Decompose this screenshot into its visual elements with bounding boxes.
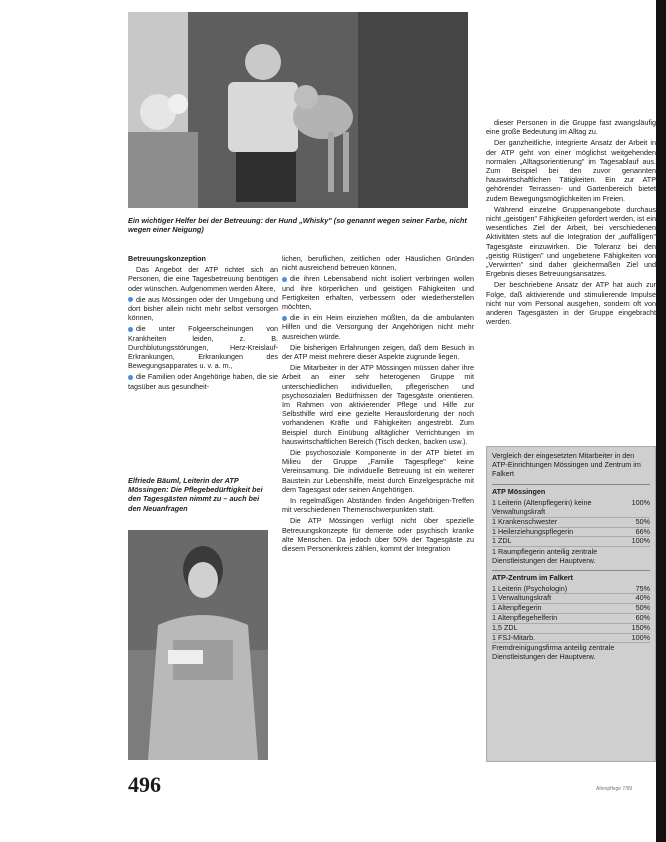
bullet-text: die in ein Heim einziehen müßten, da die ambulanten Hilfen und die Versorgung der Angehörigen nicht mehr ausreichen würde. (282, 313, 474, 341)
bullet-icon (128, 327, 133, 332)
bullet-item (128, 295, 278, 323)
paragraph: In regelmäßigen Abständen finden Angehörigen-Treffen mit verschiedenen Themenschwerpunkten statt. (282, 496, 474, 515)
portrait-illustration (128, 530, 268, 760)
paragraph: Der beschriebene Ansatz der ATP hat auch zur Folge, daß aktivierende und stimulierende Impulse nicht nur vom Personal ausgehen, sondern oft von anderen Tagesgästen in der Gruppe eingebracht werden. (486, 280, 656, 327)
staff-role: 1 ZDL (492, 536, 512, 546)
staff-share: 60% (635, 612, 650, 622)
photo-caption-top: Ein wichtiger Helfer bei der Betreuung: der Hund „Whisky" (so genannt wegen seiner Farbe, nicht wegen einer Neigung) (128, 216, 467, 235)
photo-illustration (128, 12, 468, 208)
staff-role: 1 Leiterin (Psychologin) (492, 583, 568, 593)
staff-role: 1 Verwaltungskraft (492, 593, 552, 603)
paragraph: Die Mitarbeiter in der ATP Mössingen müssen daher ihre Arbeit an einer sehr heterogenen Gruppe mit unterschiedlichen individuellen, pflegerischen und psychosozialen Bedürfnissen der Tagesgäste orientieren. Im Rahmen von aktivierender Pflege und Hilfe zur Selbsthilfe wird eine gezielte Herausforderung der noch vorhandenen Kräfte und Fähigkeiten angestrebt. Zum Beispiel durch Einübung alltäglicher Verrichtungen im hauswirtschaftlichen Bereich (Tisch decken, backen usw.). (282, 363, 474, 446)
bullet-icon (128, 297, 133, 302)
photo-man-with-dog (128, 12, 468, 208)
staff-share: 50% (635, 516, 650, 526)
page-footer: Altenpflege 7/99 (596, 786, 633, 792)
bullet-icon (282, 316, 287, 321)
staff-role: 1,5 ZDL (492, 622, 518, 632)
paragraph: Das Angebot der ATP richtet sich an Personen, die eine Tagesbetreuung benötigen oder wünschen. Aufgenommen werden Ältere, (128, 265, 278, 293)
staff-share: 150% (631, 622, 650, 632)
staff-row (492, 499, 650, 518)
staff-row (492, 634, 650, 644)
bullet-icon (282, 277, 287, 282)
staff-role: 1 Altenpflegehelferin (492, 612, 558, 622)
paragraph: Die ATP Mössingen verfügt nicht über spezielle Betreuungskonzepte für demente oder psychisch kranke alte Menschen. Da jedoch über 50% der Tagesgäste zu diesem Personenkreis zählen, kommt der Integration (282, 516, 474, 554)
staff-role: 1 Altenpflegerin (492, 603, 542, 613)
paragraph: Die bisherigen Erfahrungen zeigen, daß dem Besuch in der ATP meist mehrere dieser Aspekte zugrunde liegen. (282, 342, 474, 362)
bullet-text: die unter Folgeerscheinungen von Krankheiten leiden, z. B. Durchblutungsstörungen, Herz-Kreislauf-Erkrankungen, Erkrankungen des Bewegungsapparates u. v. a. m., (128, 324, 278, 371)
staff-share: 100% (631, 632, 650, 642)
staff-row (492, 528, 650, 538)
staff-role: 1 Krankenschwester (492, 516, 558, 526)
staff-role: 1 Heilerziehungspflegerin (492, 526, 574, 536)
box-intro: Vergleich der eingesetzten Mitarbeiter in den ATP-Einrichtungen Mössingen und Zentrum im Falkert (492, 451, 641, 478)
paragraph: lichen, beruflichen, zeitlichen oder Häuslichen Gründen nicht ausreichend betreuen können, (282, 254, 474, 273)
photo-caption-portrait: Elfriede Bäuml, Leiterin der ATP Mössingen: Die Pflegebedürftigkeit bei den Tagesgästen nimmt zu – auch bei den Neuanfragen (128, 476, 263, 513)
text-column-2 (282, 254, 474, 555)
staff-share: 50% (635, 603, 650, 613)
staff-share: 100% (631, 536, 650, 546)
staff-share: 66% (635, 526, 650, 536)
box-note: 1 Raumpflegerin anteilig zentrale Dienstleistungen der Hauptverw. (492, 547, 598, 565)
box-note: Fremdreinigungsfirma anteilig zentrale Dienstleistungen der Hauptverw. (492, 643, 615, 662)
text-column-1 (128, 254, 278, 393)
section-heading: Betreuungskonzeption (128, 254, 206, 263)
bullet-item (282, 313, 474, 341)
staff-share: 75% (635, 583, 650, 593)
staff-comparison-box (486, 446, 656, 762)
staff-share: 100% (631, 498, 650, 508)
paragraph: dieser Personen in die Gruppe fast zwangsläufig eine große Bedeutung im Alltag zu. (486, 118, 656, 137)
photo-portrait-woman (128, 530, 268, 760)
page-number: 496 (128, 772, 161, 797)
text-column-3 (486, 118, 656, 328)
paragraph: Der ganzheitliche, integrierte Ansatz der Arbeit in der ATP geht von einer möglichst weitgehenden normalen „Alltagsorientierung" im Tagesablauf aus. Zum Beispiel bei den zuvor genannten hauswirtschaftlichen Tätigkeiten. Ein zur ATP gehörender Terrassen- und Gartenbereich bietet zudem Bewegungsmöglichkeiten im Freien. (486, 138, 656, 203)
bullet-text: die Familien oder Angehörige haben, die sie tagsüber aus gesundheit- (128, 372, 278, 391)
box-section-title: ATP Mössingen (492, 484, 650, 497)
staff-role: 1 Leiterin (Altenpflegerin) keine Verwaltungskraft (492, 498, 592, 516)
staff-share: 40% (635, 593, 650, 603)
staff-row (492, 537, 650, 547)
bullet-text: die ihren Lebensabend nicht isoliert verbringen wollen und ihre körperlichen und geistigen Fähigkeiten und Fertigkeiten erhalten, verbessern oder wiederherstellen möchten, (282, 274, 474, 312)
bullet-item (128, 324, 278, 370)
paragraph: Die psychosoziale Komponente in der ATP bietet im Milieu der Gruppe „Familie Tagespflege" keine Vereinsamung. Die individuelle Betreuung ist ein weiterer Baustein zur Lebenshilfe, meist durch Einzelgespräche mit dem Tagesgast oder seinen Angehörigen. (282, 448, 474, 494)
bullet-text: die aus Mössingen oder der Umgebung und dort bisher allein nicht mehr selbst versorgen können, (128, 294, 278, 323)
bullet-icon (128, 375, 133, 380)
page-edge-shadow (656, 0, 666, 842)
bullet-item (128, 372, 278, 390)
bullet-item (282, 274, 474, 311)
paragraph: Während einzelne Gruppenangebote durchaus nicht „geistigen" Fähigkeiten gefordert werden, ist ein wesentliches Ziel der Arbeit, bei verschiedenen Aktivitäten stets auf die Integration der „auffälligen" Tagesgäste einzuwirken. Die Toleranz bei den „geistig Rüstigen" und ungebetene Fähigkeiten von „Verwirrten" sind daher gleichermaßen Ziel und Ergebnis dieses Betreuungsansatzes. (486, 204, 656, 279)
staff-role: 1 FSJ-Mitarb. (492, 632, 536, 642)
box-section-title: ATP-Zentrum im Falkert (492, 570, 650, 583)
